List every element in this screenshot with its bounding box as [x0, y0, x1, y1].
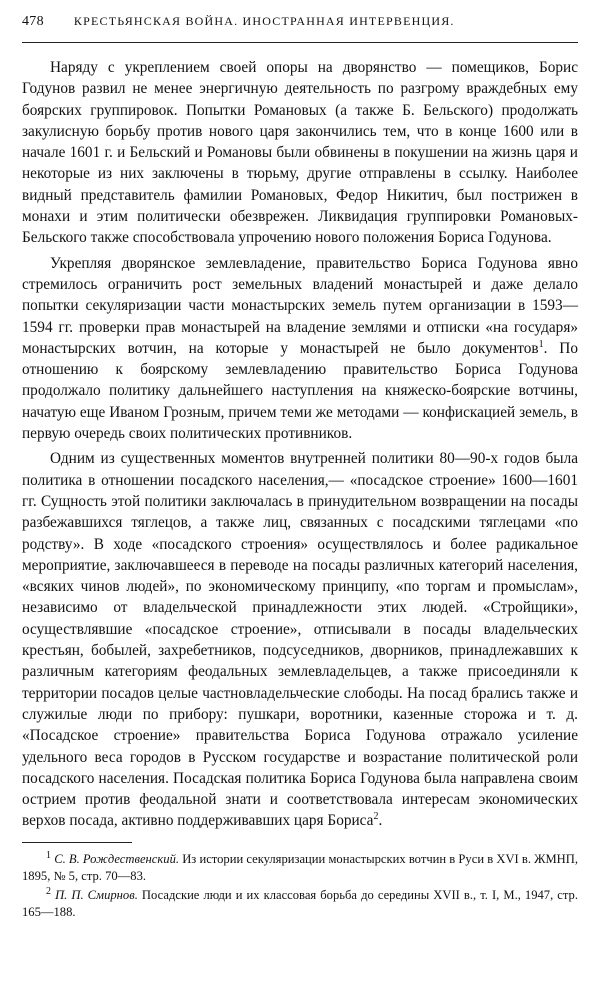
- paragraph-2: [22, 253, 578, 445]
- paragraph-3-text-continued: .: [378, 812, 383, 830]
- footnote-mark: 1: [46, 849, 51, 861]
- footnote-ref-1[interactable]: 1: [538, 338, 544, 350]
- footnote-text: Посадские люди и их классовая борьба до середины XVII в., т. I, М., 1947, стр. 165—188.: [22, 887, 578, 919]
- footnote-mark: 2: [46, 885, 51, 897]
- body-text: [22, 57, 578, 832]
- paragraph-1-text: Наряду с укреплением своей опоры на дворянство — помещиков, Борис Годунов развил не менее энергичную деятельность по разгрому враждебных ему боярских группировок. Попытки Романовых (а также Б. Бельского) продолжать закулисную борьбу против нового царя закончились тем, что в конце 1600 или в начале 1601 г. и Бельский и Романовы были обвинены в покушении на жизнь царя и некоторые из них заключены в тюрьму, другие отправлены в ссылку. Наиболее видный представитель фамилии Романовых, Федор Никитич, был пострижен в монахи и этим политически обезврежен. Ликвидация группировки Романовых-Бельского также способствовала упрочению нового положения Бориса Годунова.: [22, 59, 578, 247]
- paragraph-2-text: Укрепляя дворянское землевладение, правительство Бориса Годунова явно стремилось ограничить рост земельных владений монастырей и даже делало попытки секуляризации части монастырских земель путем организации в 1593—1594 гг. проверки прав монастырей на владение землями и отписки «на государя» монастырских вотчин, на которые у монастырей не было документов: [22, 254, 578, 357]
- page-header: [22, 14, 578, 36]
- footnote-author: П. П. Смирнов.: [55, 887, 138, 902]
- footnote-2: [22, 887, 578, 921]
- footnote-text: Из истории секуляризации монастырских вотчин в Руси в XVI в. ЖМНП, 1895, № 5, стр. 70—83.: [22, 851, 579, 883]
- page-number: 478: [22, 14, 44, 29]
- footnote-author: С. В. Рождественский.: [54, 851, 180, 866]
- paragraph-3: [22, 448, 578, 831]
- running-head: КРЕСТЬЯНСКАЯ ВОЙНА. ИНОСТРАННАЯ ИНТЕРВЕНЦИЯ.: [73, 14, 455, 28]
- footnote-rule: [22, 842, 132, 843]
- footnotes: [22, 851, 578, 921]
- header-rule: [22, 42, 578, 43]
- footnote-1: [22, 851, 578, 885]
- footnote-ref-2[interactable]: 2: [373, 811, 379, 823]
- paragraph-1: [22, 57, 578, 249]
- paragraph-2-text-continued: . По отношению к боярскому землевладению правительство Бориса Годунова продолжало политику дальнейшего наступления на княжеско-боярские вотчины, начатую еще Иваном Грозным, причем теми же методами — конфискацией земель, в первую очередь своих политических противников.: [22, 339, 578, 443]
- paragraph-3-text: Одним из существенных моментов внутренней политики 80—90-х годов была политика в отношении посадского населения,— «посадское строение» 1600—1601 гг. Сущность этой политики заключалась в принудительном возвращении на посады разбежавшихся тяглецов, а также лиц, связанных с посадскими тяглецами «по родству». В ходе «посадского строения» осуществлялось и более радикальное мероприятие, заключавшееся в переводе на посады различных категорий населения, «всяких чинов людей», по экономическому принципу, «по торгам и промыслам», независимо от владельческой принадлежности этих людей. «Стройщики», осуществлявшие «посадское строение», отписывали в посады владельческих крестьян, бобылей, захребетников, подсуседников, дворников, принадлежавших к различным категориям феодальных землевладельцев, а также присоединяли к территории посадов целые частновладельческие слободы. На посад брались также и служилые люди по прибору: пушкари, воротники, казенные сторожа и т. д. «Посадское строение» правительства Бориса Годунова отражало усиление удельного веса городов в Русском государстве и возрастание политической роли посадского населения. Посадская политика Бориса Годунова была направлена своим острием против феодальной знати и соответствовала интересам экономических верхов посада, активно поддерживавших царя Бориса: [22, 450, 578, 830]
